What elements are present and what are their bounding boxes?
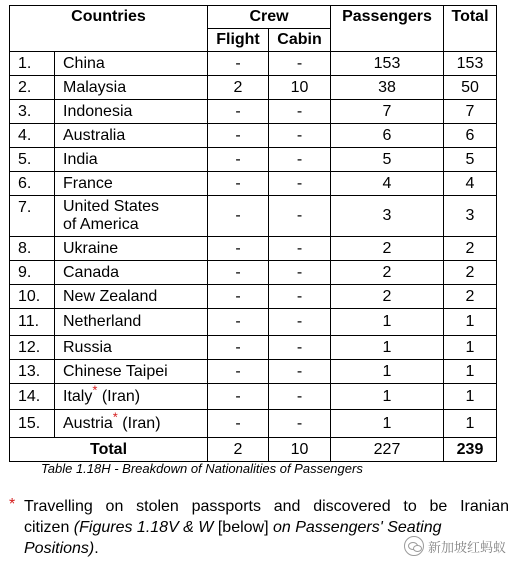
country-name: Canada <box>55 261 208 285</box>
watermark-text: 新加坡红蚂蚁 <box>427 539 506 555</box>
table-row <box>10 52 497 76</box>
row-total: 4 <box>444 172 497 196</box>
table-row <box>10 360 497 384</box>
row-number: 8. <box>10 237 55 261</box>
total-row <box>10 438 497 462</box>
row-number: 10. <box>10 285 55 309</box>
row-total: 7 <box>444 100 497 124</box>
country-name: Austria* (Iran) <box>55 410 208 438</box>
footnote-line-1: Travelling on stolen passports and discovered to be Iranian <box>24 498 509 515</box>
header-cabin: Cabin <box>269 29 331 52</box>
row-total: 153 <box>444 52 497 76</box>
header-crew: Crew <box>208 6 331 29</box>
crew-flight: - <box>208 148 269 172</box>
row-number: 13. <box>10 360 55 384</box>
row-number: 6. <box>10 172 55 196</box>
row-total: 50 <box>444 76 497 100</box>
header-flight: Flight <box>208 29 269 52</box>
table-row <box>10 237 497 261</box>
row-number: 4. <box>10 124 55 148</box>
country-name: China <box>55 52 208 76</box>
crew-flight: - <box>208 309 269 336</box>
crew-flight: - <box>208 100 269 124</box>
nationalities-table <box>9 5 497 462</box>
row-total: 1 <box>444 309 497 336</box>
header-countries: Countries <box>10 6 208 52</box>
total-label: Total <box>10 438 208 462</box>
asterisk-mark: * <box>112 409 118 425</box>
crew-flight: - <box>208 384 269 410</box>
passengers: 4 <box>331 172 444 196</box>
table-row <box>10 285 497 309</box>
total-cabin: 10 <box>269 438 331 462</box>
row-number: 11. <box>10 309 55 336</box>
passengers: 1 <box>331 360 444 384</box>
total-passengers: 227 <box>331 438 444 462</box>
footnote-line-2: citizen (Figures 1.18V & W [below] on Passengers' Seating <box>24 519 442 536</box>
country-name: India <box>55 148 208 172</box>
row-total: 1 <box>444 384 497 410</box>
row-total: 6 <box>444 124 497 148</box>
passengers: 7 <box>331 100 444 124</box>
passengers: 1 <box>331 384 444 410</box>
passengers: 1 <box>331 336 444 360</box>
passengers: 2 <box>331 237 444 261</box>
crew-cabin: - <box>269 52 331 76</box>
crew-cabin: - <box>269 196 331 237</box>
crew-cabin: - <box>269 124 331 148</box>
table-row <box>10 148 497 172</box>
row-number: 3. <box>10 100 55 124</box>
row-number: 1. <box>10 52 55 76</box>
row-number: 15. <box>10 410 55 438</box>
crew-cabin: - <box>269 285 331 309</box>
crew-flight: - <box>208 124 269 148</box>
passengers: 1 <box>331 309 444 336</box>
crew-flight: 2 <box>208 76 269 100</box>
crew-cabin: - <box>269 261 331 285</box>
crew-cabin: 10 <box>269 76 331 100</box>
country-name: New Zealand <box>55 285 208 309</box>
country-name: Australia <box>55 124 208 148</box>
crew-flight: - <box>208 285 269 309</box>
table-caption: Table 1.18H - Breakdown of Nationalities of Passengers <box>41 461 363 476</box>
passengers: 6 <box>331 124 444 148</box>
total-flight: 2 <box>208 438 269 462</box>
crew-flight: - <box>208 410 269 438</box>
asterisk-mark: * <box>92 382 98 398</box>
country-name: Ukraine <box>55 237 208 261</box>
row-total: 2 <box>444 237 497 261</box>
row-total: 2 <box>444 285 497 309</box>
crew-cabin: - <box>269 410 331 438</box>
crew-cabin: - <box>269 360 331 384</box>
crew-flight: - <box>208 360 269 384</box>
row-number: 2. <box>10 76 55 100</box>
crew-flight: - <box>208 336 269 360</box>
grand-total: 239 <box>444 438 497 462</box>
passengers: 153 <box>331 52 444 76</box>
country-name: Netherland <box>55 309 208 336</box>
row-total: 1 <box>444 410 497 438</box>
passengers: 2 <box>331 285 444 309</box>
passengers: 38 <box>331 76 444 100</box>
crew-cabin: - <box>269 172 331 196</box>
table-row <box>10 100 497 124</box>
passengers: 2 <box>331 261 444 285</box>
table-row <box>10 309 497 336</box>
crew-cabin: - <box>269 148 331 172</box>
country-name: France <box>55 172 208 196</box>
country-name: Indonesia <box>55 100 208 124</box>
crew-cabin: - <box>269 237 331 261</box>
footnote-asterisk: * <box>9 496 16 513</box>
country-name: Italy* (Iran) <box>55 384 208 410</box>
table-row <box>10 172 497 196</box>
row-number: 5. <box>10 148 55 172</box>
watermark <box>404 536 506 556</box>
footnote-line-3: Positions). <box>24 540 99 557</box>
crew-flight: - <box>208 237 269 261</box>
crew-cabin: - <box>269 336 331 360</box>
row-total: 1 <box>444 360 497 384</box>
table-row <box>10 336 497 360</box>
crew-cabin: - <box>269 309 331 336</box>
row-number: 14. <box>10 384 55 410</box>
country-name: Russia <box>55 336 208 360</box>
country-name: United States of America <box>55 196 208 237</box>
table-row <box>10 261 497 285</box>
table-row <box>10 410 497 438</box>
header-passengers: Passengers <box>331 6 444 52</box>
passengers: 5 <box>331 148 444 172</box>
row-number: 12. <box>10 336 55 360</box>
row-number: 7. <box>10 196 55 237</box>
crew-cabin: - <box>269 100 331 124</box>
table-row <box>10 76 497 100</box>
crew-cabin: - <box>269 384 331 410</box>
row-total: 2 <box>444 261 497 285</box>
crew-flight: - <box>208 196 269 237</box>
crew-flight: - <box>208 52 269 76</box>
wechat-icon <box>404 536 424 556</box>
crew-flight: - <box>208 261 269 285</box>
table-row <box>10 124 497 148</box>
table-row <box>10 384 497 410</box>
header-total: Total <box>444 6 497 52</box>
country-name: Malaysia <box>55 76 208 100</box>
row-number: 9. <box>10 261 55 285</box>
crew-flight: - <box>208 172 269 196</box>
passengers: 1 <box>331 410 444 438</box>
table-row <box>10 196 497 237</box>
row-total: 3 <box>444 196 497 237</box>
row-total: 5 <box>444 148 497 172</box>
country-name: Chinese Taipei <box>55 360 208 384</box>
row-total: 1 <box>444 336 497 360</box>
passengers: 3 <box>331 196 444 237</box>
